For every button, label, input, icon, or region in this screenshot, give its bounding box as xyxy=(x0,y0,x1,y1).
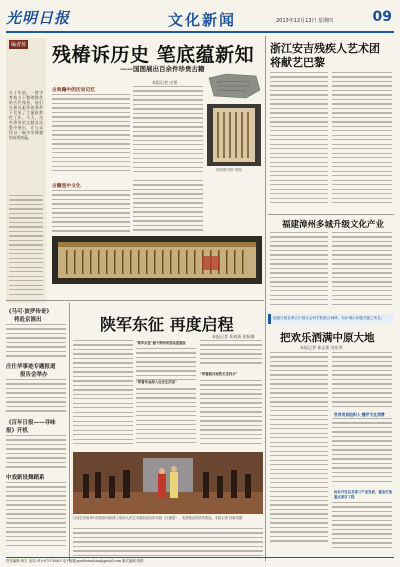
section-heading-2: 古籍里中文化 xyxy=(52,183,81,189)
right-article3-sub2: 综合开发以及第三产业发展，重金打造重点项目工程 xyxy=(334,490,392,499)
lower-col2 xyxy=(136,348,196,448)
brief1-body xyxy=(6,324,66,360)
left-intro-body xyxy=(9,195,43,300)
lower-headline: 陕军东征 再度启程 xyxy=(100,315,234,334)
right-headline-3: 把欢乐洒满中原大地 xyxy=(280,332,375,344)
right-article3-col1 xyxy=(270,352,328,552)
right-article1-col1 xyxy=(270,72,328,212)
main-subtitle: ——国图展出百余件珍贵古籍 xyxy=(120,65,205,73)
right-article3-byline: 本报记者 崔志强 刘先琴 xyxy=(300,345,343,350)
ancient-document-image xyxy=(52,236,262,284)
right-headline-2: 福建漳州多城升级文化产业 xyxy=(282,220,385,230)
section-title: 文化新闻 xyxy=(168,11,237,29)
right-article2-col2 xyxy=(332,232,392,312)
newspaper-logo: 光明日报 xyxy=(6,9,71,27)
column-divider-right xyxy=(265,36,266,561)
main-col2-text xyxy=(133,86,203,176)
divider-right-1 xyxy=(268,214,394,215)
brief2-title: 庄仕华事迹专题报道 xyxy=(6,364,56,370)
right-article3-sub1: 世界贸易组织人·魏宇文化消费 xyxy=(334,412,385,417)
lower-sub3: "带着剧目展的长走四方" xyxy=(200,372,260,378)
right-article3-col2b xyxy=(332,418,392,488)
page-number: 09 xyxy=(372,9,392,25)
brief3-title: 《百年日报——寻味 xyxy=(6,420,56,426)
image-caption-1: 国家图书馆 供图 xyxy=(216,168,242,172)
issue-date: 2013年12月13日 星期四 xyxy=(276,18,334,24)
stage-performance-photo xyxy=(73,452,263,514)
right-headline-1b: 将献艺巴黎 xyxy=(270,56,325,69)
stone-tablet-image xyxy=(206,72,262,100)
right-article3-col2c xyxy=(332,502,392,552)
brief4-title: 中戏新设舞蹈系 xyxy=(6,475,45,481)
main-headline: 残椿诉历史 笔底蕴新知 xyxy=(52,44,255,66)
main-col1-text-lower xyxy=(52,190,130,234)
photo-caption: 日前在济南举行的陕西戏剧周上陕西人民艺术剧院演出的话剧《白鹿原》，受到观众的热烈欢迎。本报记者 杜晓英摄 xyxy=(73,516,243,520)
editor-note-tag: 编者按 xyxy=(11,42,27,48)
brief1-title2: 将赴京演出 xyxy=(14,317,42,323)
brief1-title: 《马可·波罗传奇》 xyxy=(6,309,52,315)
lower-col3-top xyxy=(200,340,262,370)
right-article3-col2a xyxy=(332,352,392,410)
footer-credits: 责任编辑:杨宇 电话:010-67078063 电子邮箱:gmrbwenhua@gmail.com 版式编辑:刘倩 xyxy=(6,559,144,563)
manuscript-scroll-image xyxy=(207,104,261,166)
lower-bottom-text xyxy=(73,528,263,558)
main-col1-text xyxy=(52,94,130,176)
lower-sub1: "陕军东征"源于陕西省委高度重视 xyxy=(136,341,186,345)
editor-note-text: 五十年前，一群学者致力于整理散佚的古代残卷，他们在极其艰苦的条件下完成了大量抢救性工作。今天，这些珍贵的文献首次集中展出，让公众得以一窥中华典籍的深厚底蕴。 xyxy=(9,90,43,140)
right-article2-col1 xyxy=(270,232,328,312)
main-byline: 本报记者 庄建 xyxy=(152,80,178,85)
lower-byline: 本报记者 杜晓英 张秋娜 xyxy=(212,334,255,339)
right-headline-1a: 浙江安吉残疾人艺术团 xyxy=(270,42,380,55)
brief2-body xyxy=(6,379,66,415)
notice-text: 福建日报社联合中国社会科学院联合调研，初步揭示问题关键之所在。 xyxy=(273,316,385,320)
brief2-title2: 报告会举办 xyxy=(20,372,48,378)
brief4-body xyxy=(6,482,66,552)
brief3-title2: 报》开机 xyxy=(6,428,29,434)
lower-col3 xyxy=(200,380,262,450)
column-divider-left xyxy=(69,303,70,561)
footer-rule xyxy=(6,557,394,558)
section-heading-1: 古典籍中的历史记忆 xyxy=(52,87,96,93)
right-article1-col2 xyxy=(332,72,392,212)
brief3-body xyxy=(6,435,66,471)
masthead xyxy=(6,3,394,33)
main-col2-text-lower xyxy=(133,180,203,234)
lower-col1 xyxy=(73,340,133,450)
divider-lower xyxy=(6,300,264,301)
lower-sub2: "带着作品深人社会生活里" xyxy=(136,380,196,386)
